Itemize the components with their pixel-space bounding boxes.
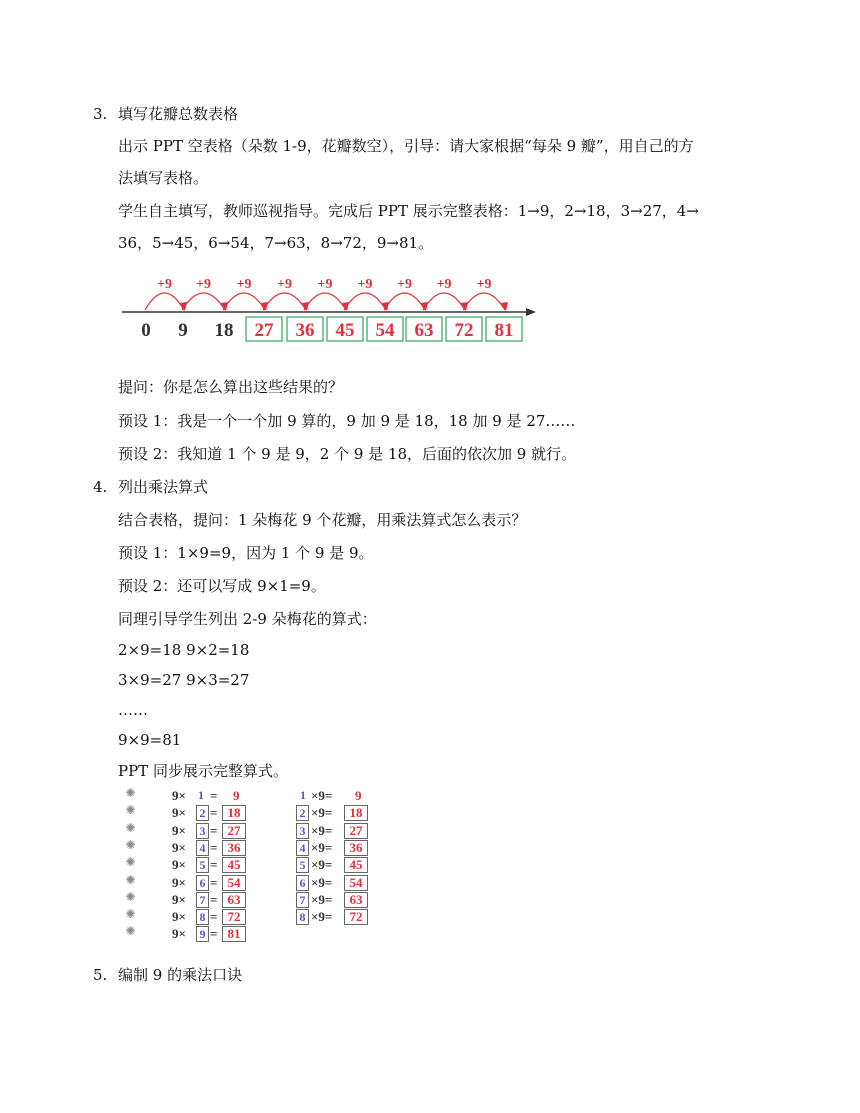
number-label: 63: [414, 320, 434, 341]
section-4-number: 4.: [93, 478, 108, 496]
product-box: 72: [222, 909, 246, 925]
multiplier: 1: [300, 788, 306, 802]
multiplicand: 9×: [172, 839, 186, 855]
product-box: 54: [344, 875, 368, 891]
ellipsis: ……: [118, 701, 148, 719]
multiplier-box: 9: [196, 926, 209, 942]
multiplier-box: 5: [296, 857, 309, 873]
jump-label: +9: [357, 277, 373, 292]
multiplicand: 9×: [172, 788, 186, 803]
jump-arc: [344, 293, 386, 310]
product-box: 27: [344, 823, 368, 839]
equals-sign: =: [210, 857, 218, 873]
paragraph-1-line-1: 出示 PPT 空表格（朵数 1-9，花瓣数空），引导：请大家根据“每朵 9 瓣”，用自己的方: [118, 137, 694, 155]
jump-label: +9: [157, 277, 172, 292]
multiplicand: 9×: [172, 874, 186, 890]
equals-sign: =: [210, 805, 218, 821]
formula-1: 2×9=18 9×2=18: [118, 641, 250, 659]
multiplier-box: 7: [296, 892, 309, 908]
equals-sign: =: [210, 874, 218, 890]
flower-icon: ✺: [125, 803, 136, 818]
times-part: ×9=: [311, 909, 333, 925]
multiplier-box: 4: [296, 840, 309, 856]
ppt-note: PPT 同步展示完整算式。: [118, 762, 288, 780]
number-label: 9: [178, 320, 188, 341]
multiplier-box: 7: [196, 892, 209, 908]
flower-icon: ✺: [125, 820, 136, 835]
product: 9: [233, 788, 240, 803]
flower-icon: ✺: [125, 855, 136, 870]
axis-arrowhead: [526, 308, 536, 316]
section-5-number: 5.: [93, 966, 108, 984]
jump-arc: [423, 293, 465, 310]
equals-sign: =: [210, 788, 218, 803]
flower-icon: ✺: [125, 907, 136, 922]
multiplier-box: 6: [296, 875, 309, 891]
product-box: 63: [344, 892, 368, 908]
jump-label: +9: [436, 277, 452, 292]
paragraph-1-line-2: 法填写表格。: [118, 169, 209, 187]
flower-icon: ✺: [125, 837, 136, 852]
equals-sign: =: [210, 909, 218, 925]
multiplier-box: 2: [196, 805, 209, 821]
product-box: 72: [344, 909, 368, 925]
preset-1b: 预设 1：1×9=9，因为 1 个 9 是 9。: [118, 544, 374, 562]
preset-2: 预设 2：我知道 1 个 9 是 9，2 个 9 是 18，后面的依次加 9 就行。: [118, 445, 577, 463]
jump-arc: [304, 293, 346, 310]
flower-icon: ✺: [125, 872, 136, 887]
number-label: 81: [494, 320, 514, 341]
formula-3: 9×9=81: [118, 731, 182, 749]
product-box: 18: [222, 805, 246, 821]
jump-arc: [223, 293, 265, 310]
times-part: ×9=: [311, 857, 333, 873]
jump-arc: [463, 293, 505, 310]
number-line-values: [141, 317, 522, 341]
section-5-title: 编制 9 的乘法口诀: [118, 966, 243, 984]
equals-sign: =: [210, 926, 218, 942]
multiplier-box: 8: [196, 909, 209, 925]
times-part: ×9=: [311, 891, 333, 907]
product-box: 45: [344, 857, 368, 873]
section-4-title: 列出乘法算式: [118, 478, 209, 496]
jump-label: +9: [476, 277, 492, 292]
paragraph-2-line-2: 36，5→45，6→54，7→63，8→72，9→81。: [118, 234, 434, 252]
number-label: 18: [214, 320, 234, 341]
multiplier-box: 6: [196, 875, 209, 891]
multiplier-box: 8: [296, 909, 309, 925]
jump-arc: [384, 293, 425, 310]
jump-arcs: [145, 277, 508, 311]
jump-label: +9: [397, 277, 412, 292]
question: 提问：你是怎么算出这些结果的？: [118, 378, 344, 396]
equals-sign: =: [210, 891, 218, 907]
product-box: 27: [222, 823, 246, 839]
number-label: 36: [295, 320, 315, 341]
product-box: 45: [222, 857, 246, 873]
multiplier-box: 5: [196, 857, 209, 873]
product: 9: [355, 788, 362, 803]
jump-label: +9: [236, 277, 252, 292]
multiplication-table-figure: [125, 788, 380, 953]
jump-label: +9: [196, 277, 211, 292]
jump-arc: [182, 293, 225, 310]
multiplicand: 9×: [172, 822, 186, 838]
preset-2b: 预设 2：还可以写成 9×1=9。: [118, 577, 326, 595]
times-part: ×9=: [311, 822, 333, 838]
number-label: 45: [335, 320, 355, 341]
flower-icon: ✺: [125, 924, 136, 939]
jump-label: +9: [317, 277, 333, 292]
number-label: 0: [141, 320, 151, 341]
times-part: ×9=: [311, 874, 333, 890]
jump-label: +9: [277, 277, 292, 292]
jump-arc: [145, 293, 184, 310]
times-part: ×9=: [311, 788, 333, 803]
equals-sign: =: [210, 839, 218, 855]
paragraph-2-line-1: 学生自主填写，教师巡视指导。完成后 PPT 展示完整表格：1→9，2→18，3→27，4→: [118, 202, 699, 220]
section-3-number: 3.: [93, 105, 108, 123]
multiplier: 1: [198, 788, 204, 802]
question-2: 结合表格，提问：1 朵梅花 9 个花瓣，用乘法算式怎么表示？: [118, 511, 527, 529]
multiplicand: 9×: [172, 891, 186, 907]
multiplicand: 9×: [172, 805, 186, 821]
flower-icon: ✺: [125, 786, 136, 800]
multiplier-box: 4: [196, 840, 209, 856]
number-label: 54: [375, 320, 395, 341]
multiplicand: 9×: [172, 857, 186, 873]
product-box: 18: [344, 805, 368, 821]
preset-1: 预设 1：我是一个一个加 9 算的，9 加 9 是 18，18 加 9 是 27……: [118, 412, 576, 430]
jump-arc: [263, 293, 306, 310]
multiplicand: 9×: [172, 926, 186, 942]
times-part: ×9=: [311, 805, 333, 821]
multiplicand: 9×: [172, 909, 186, 925]
product-box: 54: [222, 875, 246, 891]
equals-sign: =: [210, 822, 218, 838]
multiplier-box: 2: [296, 805, 309, 821]
flower-icon: ✺: [125, 889, 136, 904]
times-part: ×9=: [311, 839, 333, 855]
number-line-figure: [120, 270, 540, 346]
multiplier-box: 3: [296, 823, 309, 839]
number-label: 27: [254, 320, 274, 341]
formula-2: 3×9=27 9×3=27: [118, 671, 250, 689]
number-label: 72: [454, 320, 474, 341]
multiplier-box: 3: [196, 823, 209, 839]
guide-text: 同理引导学生列出 2-9 朵梅花的算式：: [118, 610, 377, 628]
product-box: 63: [222, 892, 246, 908]
product-box: 36: [222, 840, 246, 856]
product-box: 81: [222, 926, 246, 942]
product-box: 36: [344, 840, 368, 856]
section-3-title: 填写花瓣总数表格: [118, 105, 239, 123]
